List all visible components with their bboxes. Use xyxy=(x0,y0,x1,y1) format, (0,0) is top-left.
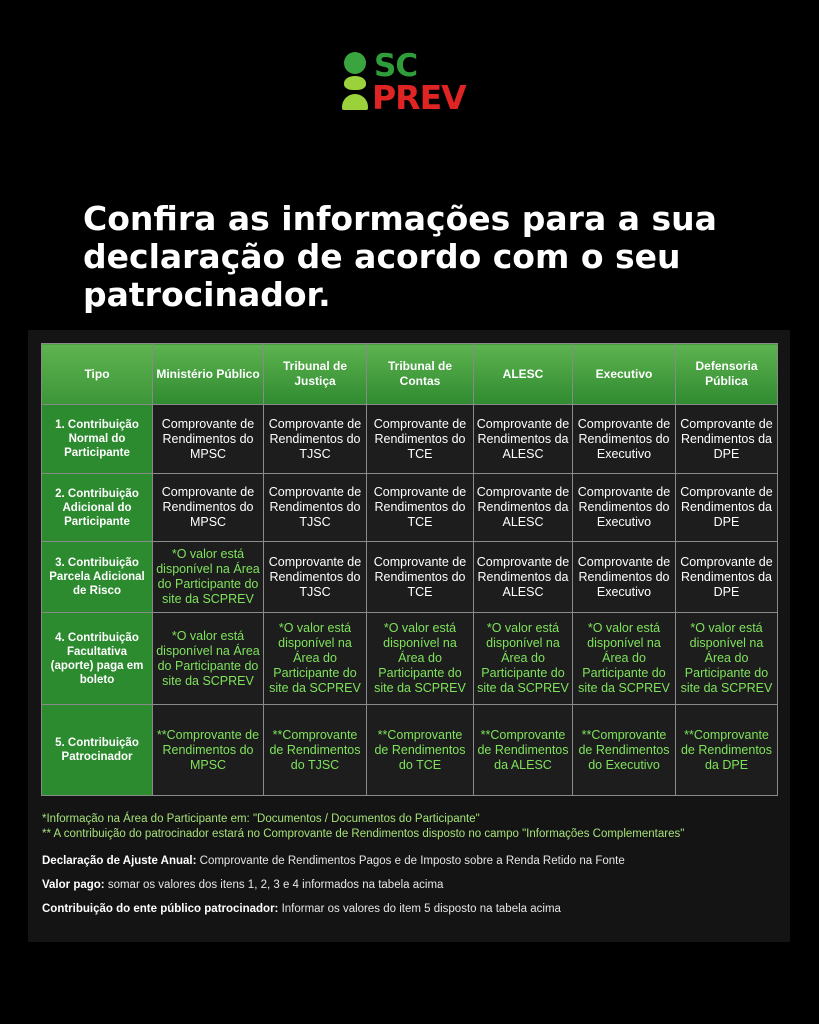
table-cell: Comprovante de Rendimentos da DPE xyxy=(676,405,778,474)
table-cell: Comprovante de Rendimentos do Executivo xyxy=(573,542,676,613)
table-cell-note: **Comprovante de Rendimentos do TJSC xyxy=(264,705,367,796)
table-cell: Comprovante de Rendimentos do TCE xyxy=(367,474,474,542)
table-cell-note: **Comprovante de Rendimentos do TCE xyxy=(367,705,474,796)
logo-head-icon xyxy=(344,52,366,74)
row-label: 5. Contribuição Patrocinador xyxy=(42,705,153,796)
header-tipo: Tipo xyxy=(42,344,153,405)
table-cell-note: *O valor está disponível na Área do Participante do site da SCPREV xyxy=(264,613,367,705)
table-row xyxy=(42,613,778,705)
table-cell: Comprovante de Rendimentos do Executivo xyxy=(573,474,676,542)
table-header-row xyxy=(42,344,778,405)
header-tribunal-justica: Tribunal de Justiça xyxy=(264,344,367,405)
table-cell-note: *O valor está disponível na Área do Participante do site da SCPREV xyxy=(367,613,474,705)
logo-text-sc: SC xyxy=(374,48,418,84)
footnote-2: ** A contribuição do patrocinador estará no Comprovante de Rendimentos disposto no campo "Informações Complementares" xyxy=(42,828,685,840)
table-cell-note: **Comprovante de Rendimentos do Executivo xyxy=(573,705,676,796)
row-label: 2. Contribuição Adicional do Participante xyxy=(42,474,153,542)
table-row xyxy=(42,474,778,542)
table-cell: Comprovante de Rendimentos do TJSC xyxy=(264,474,367,542)
table-cell: Comprovante de Rendimentos do TCE xyxy=(367,405,474,474)
table-row xyxy=(42,542,778,613)
table-cell-note: *O valor está disponível na Área do Participante do site da SCPREV xyxy=(474,613,573,705)
table-cell-note: *O valor está disponível na Área do Participante do site da SCPREV xyxy=(153,613,264,705)
info-text: Comprovante de Rendimentos Pagos e de Imposto sobre a Renda Retido na Fonte xyxy=(196,855,625,867)
table-cell: Comprovante de Rendimentos do TCE xyxy=(367,542,474,613)
table-cell: Comprovante de Rendimentos da DPE xyxy=(676,542,778,613)
info-contribuicao-ente xyxy=(42,902,782,917)
table-cell: Comprovante de Rendimentos do TJSC xyxy=(264,405,367,474)
row-label: 3. Contribuição Parcela Adicional de Risco xyxy=(42,542,153,613)
header-defensoria-publica: Defensoria Pública xyxy=(676,344,778,405)
table-cell: Comprovante de Rendimentos da ALESC xyxy=(474,474,573,542)
declaration-table xyxy=(41,343,778,796)
logo-text-prev: PREV xyxy=(372,78,466,117)
header-ministerio-publico: Ministério Público xyxy=(153,344,264,405)
page-title: Confira as informações para a sua declaração de acordo com o seu patrocinador. xyxy=(83,199,717,314)
header-alesc: ALESC xyxy=(474,344,573,405)
footnote-1: *Informação na Área do Participante em: "Documentos / Documentos do Participante" xyxy=(42,813,480,825)
logo-body-icon xyxy=(342,94,368,110)
table-cell: Comprovante de Rendimentos da ALESC xyxy=(474,405,573,474)
table-cell: Comprovante de Rendimentos da ALESC xyxy=(474,542,573,613)
row-label: 4. Contribuição Facultativa (aporte) paga em boleto xyxy=(42,613,153,705)
header-executivo: Executivo xyxy=(573,344,676,405)
info-label: Declaração de Ajuste Anual: xyxy=(42,855,197,867)
table-cell: Comprovante de Rendimentos do Executivo xyxy=(573,405,676,474)
table-row xyxy=(42,405,778,474)
table-cell-note: *O valor está disponível na Área do Participante do site da SCPREV xyxy=(676,613,778,705)
table-cell: Comprovante de Rendimentos do TJSC xyxy=(264,542,367,613)
logo-head2-icon xyxy=(344,76,366,90)
row-label: 1. Contribuição Normal do Participante xyxy=(42,405,153,474)
info-declaracao xyxy=(42,854,782,869)
table-cell-note: **Comprovante de Rendimentos da DPE xyxy=(676,705,778,796)
table-cell-note: *O valor está disponível na Área do Participante do site da SCPREV xyxy=(573,613,676,705)
info-text: somar os valores dos itens 1, 2, 3 e 4 informados na tabela acima xyxy=(104,879,444,891)
header-tribunal-contas: Tribunal de Contas xyxy=(367,344,474,405)
table-cell-note: **Comprovante de Rendimentos da ALESC xyxy=(474,705,573,796)
table-cell: Comprovante de Rendimentos do MPSC xyxy=(153,474,264,542)
info-text: Informar os valores do item 5 disposto na tabela acima xyxy=(278,903,561,915)
table-cell: Comprovante de Rendimentos da DPE xyxy=(676,474,778,542)
table-cell-note: **Comprovante de Rendimentos do MPSC xyxy=(153,705,264,796)
table-cell: Comprovante de Rendimentos do MPSC xyxy=(153,405,264,474)
info-valor-pago xyxy=(42,878,782,893)
info-label: Contribuição do ente público patrocinador: xyxy=(42,903,279,915)
info-label: Valor pago: xyxy=(42,879,105,891)
table-row xyxy=(42,705,778,796)
table-cell-note: *O valor está disponível na Área do Participante do site da SCPREV xyxy=(153,542,264,613)
scprev-logo xyxy=(342,48,482,117)
footnotes xyxy=(42,812,782,926)
